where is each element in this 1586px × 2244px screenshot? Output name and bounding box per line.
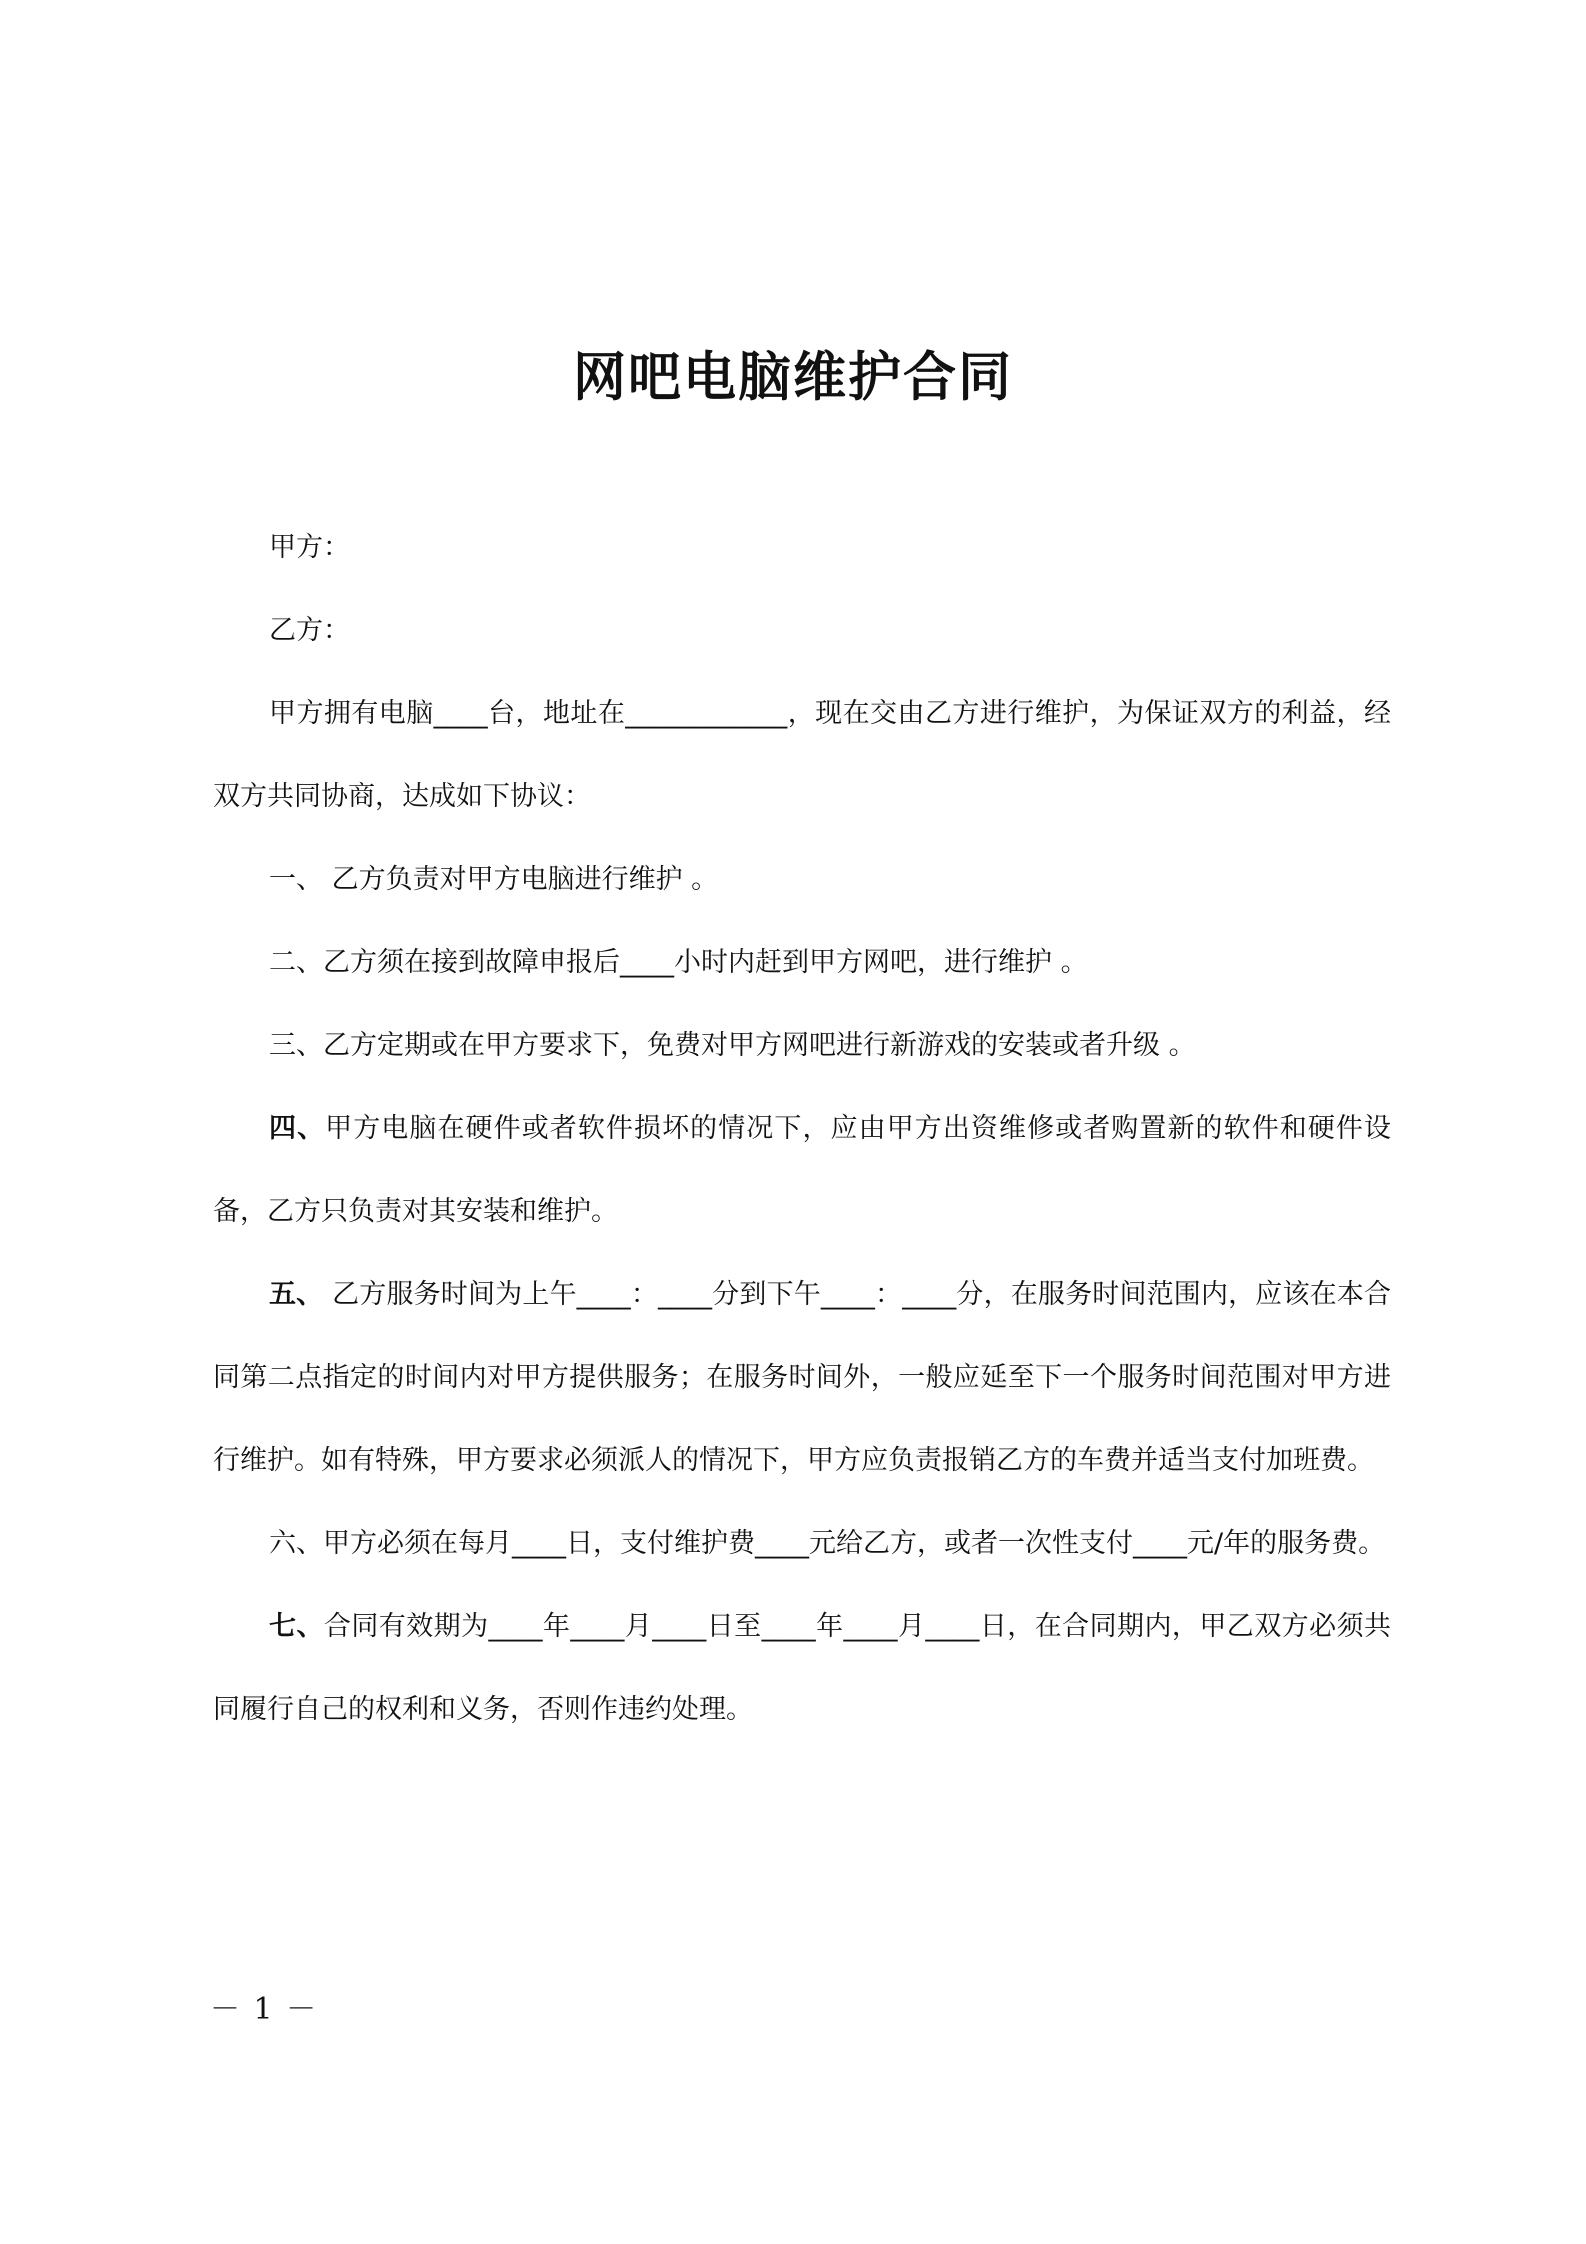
clause-2: [213, 921, 1391, 1004]
clause-text: 乙方须在接到故障申报后____小时内赶到甲方网吧，进行维护 。: [323, 947, 1088, 978]
clause-number: 二、: [269, 947, 323, 978]
document-body: [213, 506, 1391, 1751]
clause-number: 六、: [269, 1528, 323, 1559]
preamble-paragraph: 甲方拥有电脑____台，地址在____________，现在交由乙方进行维护，为保证双方的利益，经双方共同协商，达成如下协议：: [213, 698, 1391, 812]
clause-7: [213, 1585, 1391, 1751]
page-number: － 1 －: [210, 1992, 319, 2027]
clause-number: 五、: [269, 1279, 324, 1310]
clause-3: [213, 1004, 1391, 1087]
clause-number: 三、: [269, 1030, 323, 1061]
clause-6: [213, 1502, 1391, 1585]
clause-text: 甲方必须在每月____日，支付维护费____元给乙方，或者一次性支付____元/年的服务费。: [323, 1528, 1386, 1559]
document-title: 网吧电脑维护合同: [573, 347, 1013, 408]
party-a-line: 甲方：: [269, 532, 350, 563]
party-b-line: 乙方：: [269, 615, 350, 646]
clause-text: 乙方服务时间为上午____：____分到下午____：____分，在服务时间范围内，应该在本合同第二点指定的时间内对甲方提供服务；在服务时间外，一般应延至下一个服务时间范围对甲方进行维护。如有特殊，甲方要求必须派人的情况下，甲方应负责报销乙方的车费并适当支付加班费。: [213, 1279, 1392, 1476]
clause-4: [213, 1087, 1391, 1253]
clause-number: 一、: [269, 864, 323, 895]
clause-5: [213, 1253, 1391, 1502]
clause-text: 合同有效期为____年____月____日至____年____月____日，在合同期内，甲乙双方必须共同履行自己的权利和义务，否则作违约处理。: [213, 1611, 1392, 1725]
clause-text: 甲方电脑在硬件或者软件损坏的情况下，应由甲方出资维修或者购置新的软件和硬件设备，乙方只负责对其安装和维护。: [213, 1113, 1392, 1227]
clause-text: 乙方负责对甲方电脑进行维护 。: [323, 864, 719, 895]
clause-1: [213, 838, 1391, 921]
clause-text: 乙方定期或在甲方要求下，免费对甲方网吧进行新游戏的安装或者升级 。: [323, 1030, 1196, 1061]
clause-number: 四、: [269, 1113, 326, 1144]
clause-number: 七、: [269, 1611, 324, 1642]
